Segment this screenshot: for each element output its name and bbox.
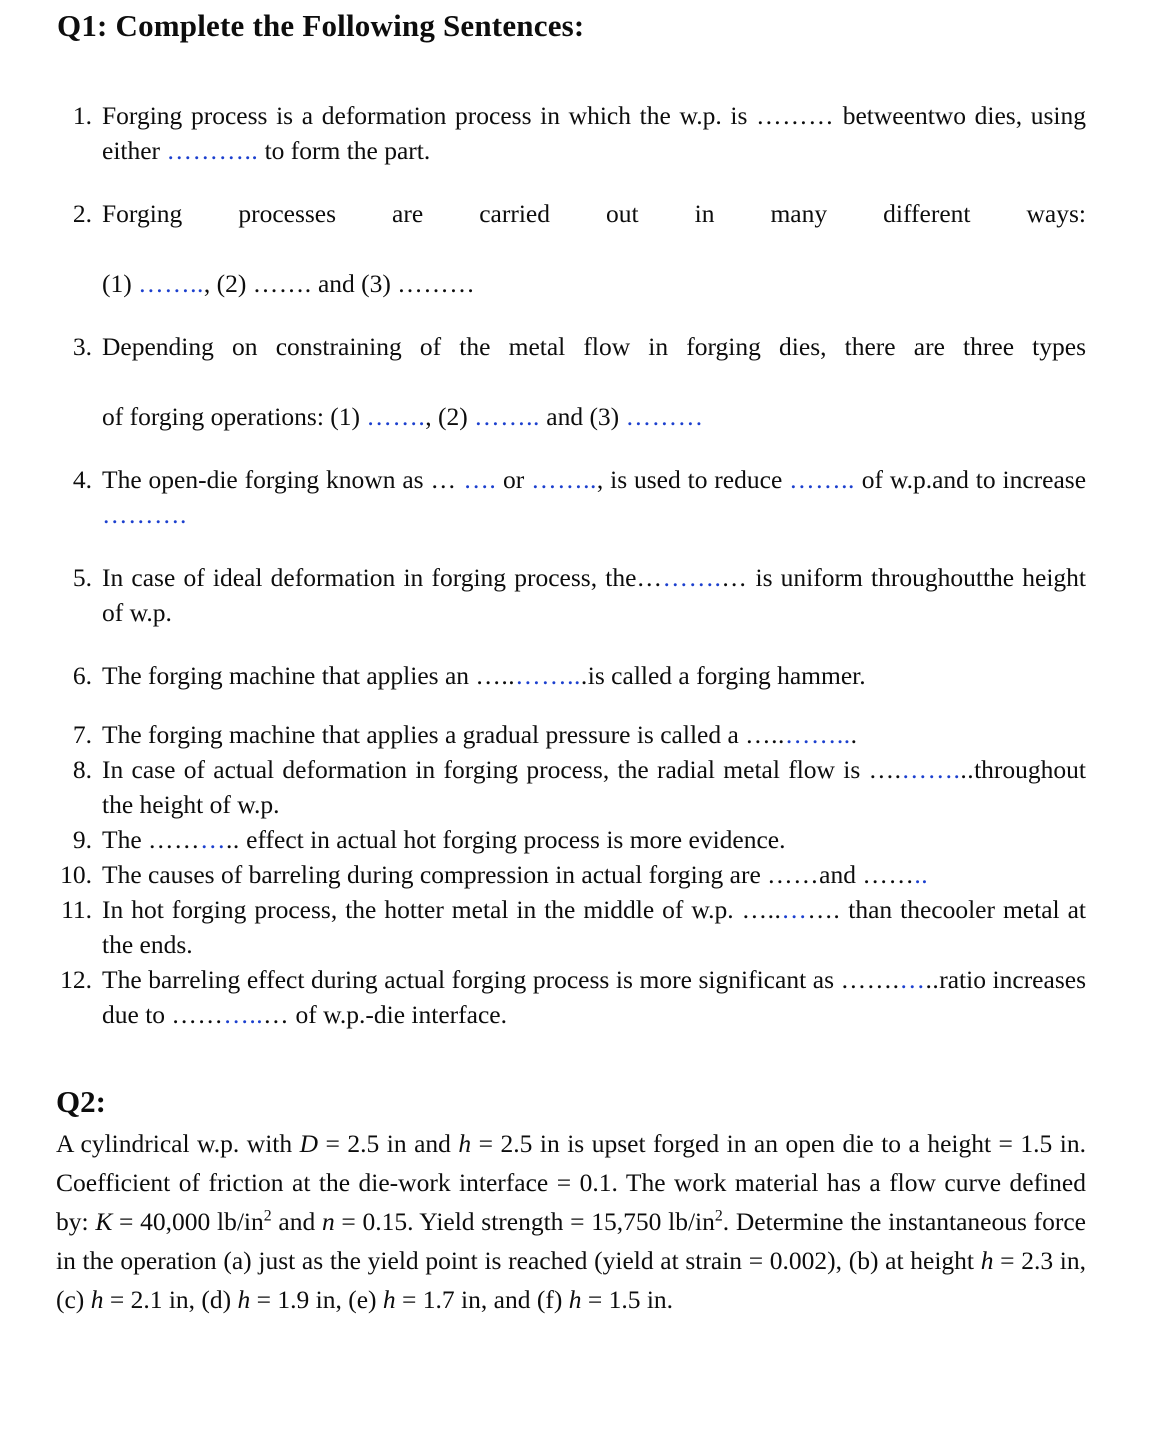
text-run: In case of actual deformation in forging process, the radial metal flow is [102,755,869,784]
list-item [56,329,1086,434]
list-item-text-line1: Depending on constraining of the metal flow in forging dies, there are three types [102,332,1086,361]
text-run: = 2.3 in, (c) [56,1246,1086,1314]
text-run: of w.p. [854,465,933,494]
blank-dots-blue: … [899,965,926,994]
text-run: The causes of barreling during compression in actual forging are [102,860,768,889]
text-run: throughout the height of w.p. [102,755,1086,819]
blank-dots: …… [767,860,820,889]
text-run: = 2.5 in is upset forged in an open die to a height = 1.5 in. Coefficient of friction at the die-work interface = 0.1. The work material has a flow curve defined by: [56,1129,1087,1236]
blank-dots-blue: …….. [138,269,204,298]
variable-h: h [237,1285,251,1314]
blank-dots-blue: …….. [474,402,540,431]
text-run: effect in actual hot forging process is more evidence. [239,825,786,854]
text-run: and (3) [539,402,626,431]
blank-dots-blue: .. [914,860,929,889]
variable-K: K [95,1207,113,1236]
list-item-number: 2. [72,199,92,228]
list-item-number: 9. [72,825,92,854]
spacer [56,168,1086,196]
blank-dots: .. [960,755,975,784]
list-item-number: 12. [60,965,92,994]
superscript-two: 2 [714,1207,723,1225]
spacer [56,301,1086,329]
blank-dots: … [721,563,748,592]
blank-dots-blue: … [781,895,808,924]
list-item [56,857,1086,892]
list-item-text [102,658,1086,693]
text-run: A cylindrical w.p. with [56,1129,300,1158]
text-run: and [271,1207,322,1236]
list-item [56,717,1086,752]
text-run: , (2) [425,402,475,431]
blank-dots-blue: …….. [515,661,581,690]
blank-dots-blue: …….. [784,720,851,749]
blank-dots: …. [807,895,841,924]
list-item-text [102,857,1086,892]
list-item [56,658,1086,693]
text-run: and (3) [311,269,398,298]
blank-dots: ….. [745,720,785,749]
list-item-text [102,822,1086,857]
blank-dots-blue: …….. [531,465,597,494]
spacer [56,434,1086,462]
blank-dots: ……… [756,101,835,130]
blank-dots: …… [148,825,201,854]
list-item-text-line1: Forging processes are carried out in many different ways: [102,199,1086,228]
text-run: ratio increases due to [102,965,1086,1029]
blank-dots: …… [171,1000,224,1029]
list-item-number: 4. [72,465,92,494]
text-run: = 1.7 in, and (f) [395,1285,569,1314]
text-run: In hot forging process, the hotter metal in the middle of w.p. [102,895,742,924]
text-run: Forging process is a deformation process in which the w.p. is [102,101,757,130]
text-run: . Determine the instantaneous force in the operation (a) just as the yield point is reached (yield at strain = 0.002), (b) at height [56,1207,1086,1275]
text-run: and [819,860,863,889]
text-run: The [102,825,149,854]
q2-section [56,1082,1086,1319]
list-item-number: 11. [61,895,92,924]
variable-D: D [299,1129,319,1158]
text-run: is uniform throughout [747,563,983,592]
list-item-number: 5. [72,563,92,592]
text-run: = 1.9 in, (e) [250,1285,383,1314]
variable-h: h [980,1246,994,1275]
text-run: (1) [102,269,139,298]
list-item-text [102,462,1086,532]
blank-dots: .. [226,825,240,854]
text-run: of forging operations: (1) [102,402,367,431]
blank-dots-blue: ….. [223,1000,264,1029]
list-item-text-line2 [102,399,1086,434]
text-run: = 40,000 lb/in [112,1207,264,1236]
blank-dots: … [636,563,663,592]
list-item-text [102,752,1086,822]
blank-dots-blue: … [200,825,227,854]
list-item-number: 6. [72,661,92,690]
text-run: between [834,101,928,130]
blank-dots: .. [925,965,940,994]
blank-dots: ……. [252,269,312,298]
text-run: The forging machine that applies an [102,661,476,690]
text-run: In case of ideal deformation in forging process, the [102,563,637,592]
q2-problem-text [56,1124,1086,1319]
list-item [56,822,1086,857]
text-run: The forging machine that applies a gradual pressure is called a [102,720,746,749]
list-item [56,892,1086,962]
text-run: or [496,465,532,494]
list-item [56,462,1086,532]
blank-dots-blue: ……… [625,402,704,431]
text-run: than the [840,895,932,924]
list-item [56,752,1086,822]
list-item [56,962,1086,1032]
list-item-text [102,560,1086,630]
variable-h: h [458,1129,472,1158]
variable-h: h [90,1285,104,1314]
text-run: two dies, using either [102,101,1086,165]
blank-dots: ….. [475,661,516,690]
blank-dots-blue: ……. [901,755,961,784]
list-item [56,196,1086,301]
list-item-text [102,892,1086,962]
text-run: = 1.5 in. [581,1285,674,1314]
text-run: The open-die forging known as [102,465,431,494]
variable-h: h [568,1285,582,1314]
q1-question-list [56,98,1086,1032]
text-run: the height of w.p. [102,563,1087,627]
blank-dots: …. [868,755,902,784]
blank-dots-blue: ……. [662,563,722,592]
text-run: of w.p.-die interface. [289,1000,507,1029]
blank-dots: … [430,465,457,494]
list-item-text-line2 [102,266,1086,301]
blank-dots: ……… [397,269,476,298]
variable-n: n [321,1207,335,1236]
list-item-number: 7. [72,720,92,749]
blank-dots: . [580,661,588,690]
text-run: is called a forging hammer. [587,661,866,690]
spacer [56,532,1086,560]
list-item [56,98,1086,168]
text-run: = 2.1 in, (d) [103,1285,238,1314]
list-item-number: 8. [72,755,92,784]
text-run: to form the part. [258,136,431,165]
q2-heading: Q2: [56,1084,106,1119]
blank-dots: ….. [741,895,782,924]
list-item [56,560,1086,630]
blank-dots-blue: …….. [789,465,855,494]
list-item-number: 3. [72,332,92,361]
list-item-number: 10. [60,860,92,889]
text-run: = 0.15. Yield strength = 15,750 lb/in [334,1207,715,1236]
q1-heading: Q1: Complete the Following Sentences: [57,8,585,43]
list-item-number: 1. [72,101,92,130]
text-run: , (2) [203,269,253,298]
blank-dots: ……. [840,965,900,994]
blank-dots: . [850,720,858,749]
blank-dots: …… [862,860,915,889]
blank-dots-blue: …. [463,465,497,494]
list-item-text [102,98,1086,168]
blank-dots: … [263,1000,290,1029]
list-item-text [102,962,1086,1032]
list-item-text [102,717,1086,752]
text-run: , is used to reduce [596,465,790,494]
variable-h: h [382,1285,396,1314]
text-run: The barreling effect during actual forging process is more significant as [102,965,841,994]
blank-dots-blue: ……. [366,402,426,431]
text-run: and to increase [932,465,1087,494]
spacer [56,630,1086,658]
text-run: cooler metal at the ends. [102,895,1086,959]
spacer [56,693,1086,717]
text-run: = 2.5 in and [318,1129,459,1158]
superscript-two: 2 [263,1207,272,1225]
blank-dots-blue: ……….. [166,136,259,165]
blank-dots-blue: ………. [102,500,187,529]
